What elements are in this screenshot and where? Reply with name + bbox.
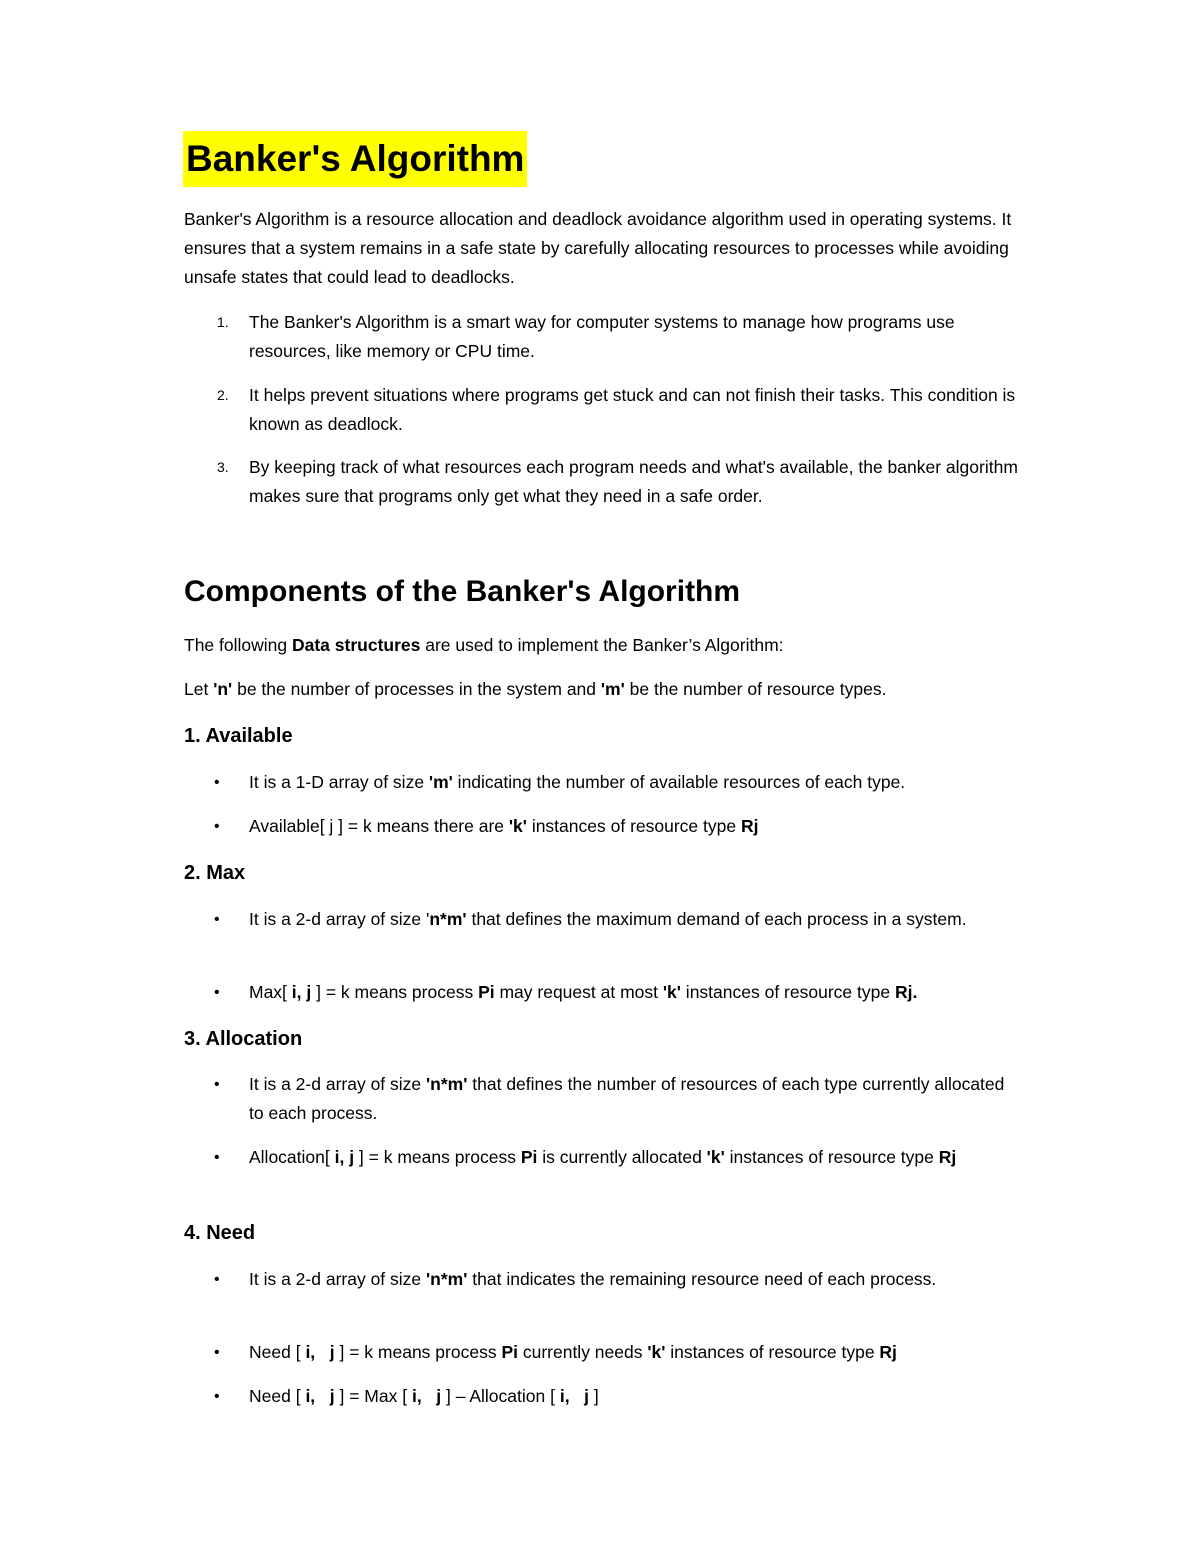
section-heading: Components of the Banker's Algorithm [184,575,741,608]
bullet-icon: • [214,1076,220,1093]
list-item: It is a 2-d array of size 'n*m' that defines the number of resources of each type currently allocated to each process. [249,1074,1005,1123]
list-number: 2. [217,387,229,403]
bullet-icon: • [214,818,220,835]
bullet-icon: • [214,1149,220,1166]
let-line: Let 'n' be the number of processes in the system and 'm' be the number of resource types. [184,679,887,699]
bullet-icon: • [214,984,220,1001]
bullet-icon: • [214,1271,220,1288]
list-item: It is a 2-d array of size 'n*m' that defines the maximum demand of each process in a system. [249,909,967,929]
list-item: By keeping track of what resources each program needs and what's available, the banker algorithm makes sure that programs only get what they need in a safe order. [249,457,1018,506]
list-item: It is a 2-d array of size 'n*m' that indicates the remaining resource need of each process. [249,1269,937,1289]
list-item: It is a 1-D array of size 'm' indicating the number of available resources of each type. [249,772,906,792]
list-item: It helps prevent situations where programs get stuck and can not finish their tasks. This condition is known as deadlock. [249,385,1016,434]
bullet-icon: • [214,774,220,791]
bullet-icon: • [214,1344,220,1361]
list-number: 1. [217,314,229,330]
intro-paragraph: Banker's Algorithm is a resource allocation and deadlock avoidance algorithm used in operating systems. It ensures that a system remains in a safe state by carefully allocating resources to processes while avoiding unsafe states that could lead to deadlocks. [184,209,1012,287]
bullet-icon: • [214,911,220,928]
list-item: Max[ i, j ] = k means process Pi may request at most 'k' instances of resource type Rj. [249,982,918,1002]
allocation-heading: 3. Allocation [184,1028,303,1050]
max-heading: 2. Max [184,862,246,884]
data-structures-line: The following Data structures are used to implement the Banker’s Algorithm: [184,635,784,655]
list-number: 3. [217,459,229,475]
list-item: The Banker's Algorithm is a smart way for computer systems to manage how programs use resources, like memory or CPU time. [249,312,955,361]
list-item: Available[ j ] = k means there are 'k' instances of resource type Rj [249,816,759,836]
list-item: Need [ i, j ] = k means process Pi currently needs 'k' instances of resource type Rj [249,1342,897,1362]
available-heading: 1. Available [184,725,293,747]
list-item: Need [ i, j ] = Max [ i, j ] – Allocation [ i, j ] [249,1386,599,1406]
bullet-icon: • [214,1388,220,1405]
page-title: Banker's Algorithm [183,131,527,187]
need-heading: 4. Need [184,1222,256,1244]
list-item: Allocation[ i, j ] = k means process Pi is currently allocated 'k' instances of resource type Rj [249,1147,957,1167]
